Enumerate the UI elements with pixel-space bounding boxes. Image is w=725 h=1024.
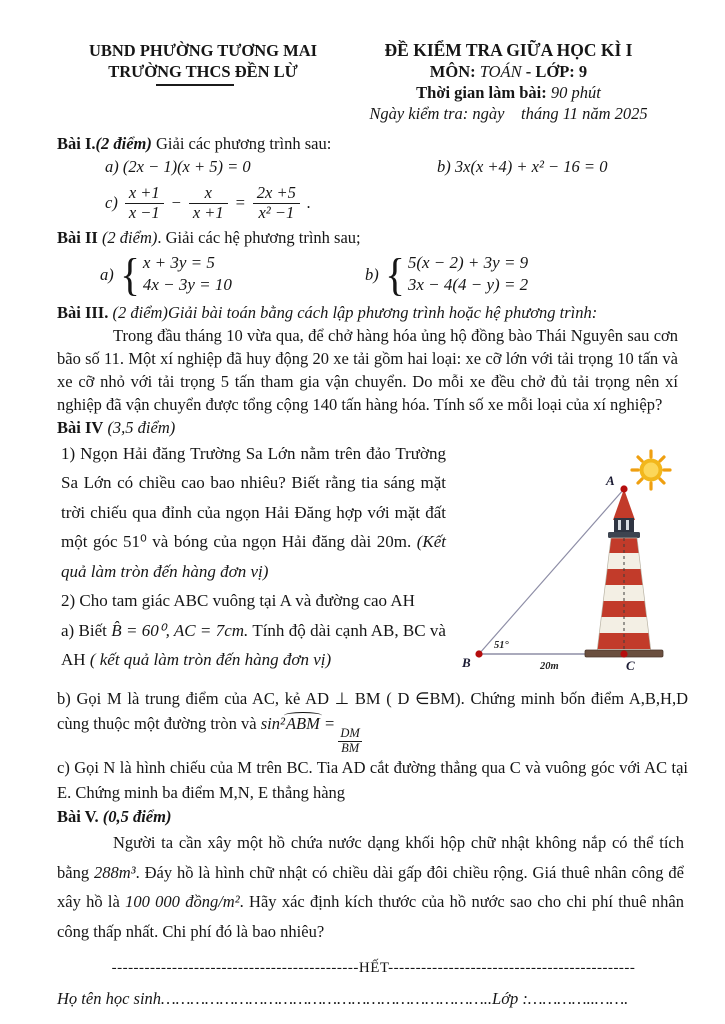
equation-1a: a) (2x − 1)(x + 5) = 0 (105, 157, 251, 176)
rounding-note-2: ( kết quả làm tròn đến hàng đơn vị) (89, 650, 332, 670)
system-a: a) { x + 3y = 5 4x − 3y = 10 (100, 248, 232, 300)
point-C-dot (620, 650, 627, 657)
volume-value: 288m³ (93, 862, 136, 882)
system-a-eq1: x + 3y = 5 (142, 252, 215, 272)
bai-2-points: (2 điểm) (97, 227, 158, 247)
exam-title: ĐỀ KIỂM TRA GIỮA HỌC KÌ I (384, 40, 633, 60)
minus-operator: − (170, 193, 182, 213)
system-a-eq2: 4x − 3y = 10 (142, 275, 232, 295)
class-label: - LỚP: 9 (525, 62, 588, 81)
section-bai-1 (57, 132, 690, 226)
org-name: UBND PHƯỜNG TƯƠNG MAI (88, 41, 318, 60)
bai-3-body: Trong đầu tháng 10 vừa qua, để chở hàng hóa ủng hộ đồng bào Thái Nguyên sau cơn bão số 11. Một xí nghiệp đã huy động 20 xe tải gồm hai loại: xe cỡ lớn với tải trọng 10 tấn và xe cỡ nhỏ với tải trọng 5 tấn tham gia vận chuyển. Do mỗi xe đều chở đủ tải trọng nên xí nghiệp đã vận chuyển được tổng cộng 140 tấn hàng hóa. Tính số xe mỗi loại của xí nghiệp? (57, 325, 678, 414)
bai-5-heading (57, 805, 690, 828)
section-bai-5 (57, 805, 690, 946)
student-name-line: Họ tên học sinh…………………………………………………………..Lớp :…………..……. (57, 989, 629, 1009)
lighthouse-figure (454, 449, 690, 684)
bai-1-label: Bài I. (57, 134, 96, 153)
bai-4-part2a: a) Biết B̂ = 60⁰, AC = 7cm. Tính độ dài cạnh AB, BC và AH ( kết quả làm tròn đến hàng đơn vị) (61, 620, 446, 670)
label-A: A (606, 472, 615, 488)
bai-4-body (57, 439, 690, 806)
subject-name: TOÁN (479, 62, 526, 81)
subject-line (349, 61, 668, 82)
equation-1c (105, 179, 690, 226)
section-bai-3 (57, 301, 690, 416)
bai-4-heading (57, 416, 690, 439)
bai-3-heading (57, 301, 690, 324)
header-right (349, 40, 690, 124)
sun-icon (632, 451, 670, 489)
rounding-note-1: (Kết quả làm tròn đến hàng đơn vị) (61, 532, 446, 581)
price-value: 100 000 đồng/m² (125, 892, 240, 912)
lighthouse-svg (454, 449, 690, 679)
system-b-eq2: 3x − 4(4 − y) = 2 (407, 275, 529, 295)
angle-label: 51° (494, 639, 509, 651)
time-label: Thời gian làm bài: (416, 83, 547, 102)
bai-5-body: Người ta cần xây một hồ chứa nước dạng khối hộp chữ nhật không nắp có thể tích bằng 288m³. Đáy hồ là hình chữ nhật có chiều dài gấp đôi chiều rộng. Giá thuê nhân công để xây hồ là 100 000 đồng/m². Hãy xác định kích thước của hồ nước sao cho chi phí thuê nhân công thấp nhất. Chi phí đó là bao nhiêu? (57, 833, 685, 941)
bai-4-part2: 2) Cho tam giác ABC vuông tại A và đường cao AH (61, 591, 415, 611)
bai-1-heading (57, 132, 690, 155)
bai-1-equations (57, 155, 690, 179)
left-brace: { (384, 248, 405, 300)
bai-4-part2b: b) Gọi M là trung điểm của AC, kẻ AD ⊥ BM ( D ∈BM). Chứng minh bốn điểm A,B,H,D cùng thuộc một đường tròn và sin²ABM = $\frac{DM}{BM}$ (57, 688, 688, 755)
fraction-3: $\frac{2x +5}{\text{x² −1}}$ (253, 184, 300, 223)
end-divider: ---------------------------------------------HẾT--------------------------------------------- (111, 960, 636, 977)
equation-1b: b) 3x(x +4) + x² − 16 = 0 (437, 157, 608, 176)
section-bai-2 (57, 226, 690, 301)
fraction-2: $\frac{x}{x +1}$ (189, 184, 228, 223)
lighthouse-drawing (585, 489, 663, 657)
bai-3-desc: Giải bài toán bằng cách lập phương trình hoặc hệ phương trình: (167, 302, 598, 322)
bai-2-label: Bài II (57, 227, 98, 247)
equals: = (320, 713, 339, 733)
bai-3-points: (2 điểm) (108, 302, 168, 322)
header-left (57, 40, 349, 124)
equation-1c-label: c) (105, 193, 118, 213)
section-bai-4 (57, 416, 690, 806)
bai-5-points: (0,5 điểm) (98, 807, 172, 827)
bai-3-label: Bài III. (57, 302, 109, 322)
point-B-dot (475, 650, 482, 657)
system-b-eq1: 5(x − 2) + 3y = 9 (407, 252, 529, 272)
label-C: C (626, 657, 635, 673)
bai-4-points: (3,5 điểm) (103, 417, 176, 437)
given-values: B̂ = 60⁰, AC = 7cm. (111, 620, 249, 640)
bai-1-desc: Giải các phương trình sau: (151, 134, 332, 153)
bai-2-systems (57, 249, 690, 301)
bai-1-points: (2 điểm) (95, 134, 152, 153)
left-brace: { (119, 248, 140, 300)
bai-4-part2c: c) Gọi N là hình chiếu của M trên BC. Tia AD cắt đường thẳng qua C và vuông góc với AC tại E. Chứng minh ba điểm M,N, E thẳng hàng (57, 758, 688, 803)
system-b: b) { 5(x − 2) + 3y = 9 3x − 4(4 − y) = 2 (365, 248, 529, 300)
period: . (306, 193, 312, 213)
angle-ABM: ABM (285, 713, 320, 733)
header (57, 40, 690, 124)
label-B: B (462, 654, 471, 670)
bai-4-part1: 1) Ngọn Hải đăng Trường Sa Lớn nằm trên đảo Trường Sa Lớn có chiều cao bao nhiêu? Biết rằng tia sáng mặt trời chiếu qua đỉnh của ngọn Hải Đăng hợp với mặt đất một góc 51⁰ và bóng của ngọn Hải đăng dài 20m. (Kết quả làm tròn đến hàng đơn vị) (61, 443, 446, 581)
time-value: 90 phút (546, 83, 601, 102)
equals-operator: = (234, 193, 246, 213)
sin-squared: sin² (260, 713, 285, 733)
bai-2-desc: . Giải các hệ phương trình sau; (157, 227, 361, 247)
fraction-1: $\frac{x +1}{x -1}$ (125, 184, 164, 223)
fraction-DM-BM: $\frac{DM}{BM}$ (340, 725, 360, 755)
date-line: Ngày kiểm tra: ngày tháng 11 năm 2025 (369, 104, 648, 123)
school-name: TRƯỜNG THCS ĐỀN LỪ (108, 62, 298, 81)
base-length-label: 20m (540, 660, 559, 672)
time-line (349, 82, 668, 103)
bai-2-heading (57, 226, 690, 249)
subject-label: MÔN: (429, 62, 480, 81)
point-A-dot (620, 485, 627, 492)
bai-5-label: Bài V. (57, 807, 99, 827)
school-underline (156, 84, 234, 86)
bai-4-label: Bài IV (57, 417, 104, 437)
